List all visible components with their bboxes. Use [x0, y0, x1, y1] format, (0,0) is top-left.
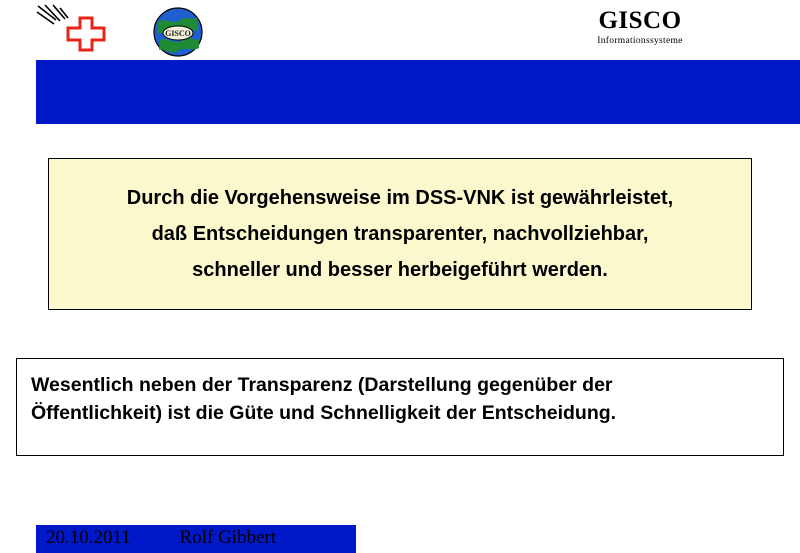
- callout-line: Öffentlichkeit) ist die Güte und Schnelligkeit der Entscheidung.: [31, 402, 617, 425]
- callout-line: Durch die Vorgehensweise im DSS-VNK ist gewährleistet,: [126, 187, 674, 209]
- svg-text:GISCO: GISCO: [165, 29, 191, 38]
- footer-date: 20.10.2011: [46, 527, 131, 548]
- callout-box-primary: [48, 158, 752, 310]
- callout-box-secondary: [16, 358, 784, 456]
- footer-author: Rolf Gibbert: [179, 527, 277, 548]
- callout-line: Wesentlich neben der Transparenz (Darstellung gegenüber der: [31, 374, 613, 396]
- red-cross-motion-icon: [36, 4, 116, 56]
- brand-name: GISCO: [598, 7, 682, 34]
- footer-bar: [36, 525, 356, 553]
- callout-line: schneller und besser herbeigeführt werden.: [192, 259, 608, 281]
- slide-title: [36, 60, 800, 78]
- footer-text: [36, 525, 356, 549]
- globe-gisco-icon: [152, 6, 204, 58]
- brand-block: [520, 8, 760, 46]
- slide-title-band: [36, 60, 800, 124]
- brand-subtitle: Informationssysteme: [597, 36, 683, 47]
- callout-line: daß Entscheidungen transparenter, nachvollziehbar,: [151, 223, 649, 245]
